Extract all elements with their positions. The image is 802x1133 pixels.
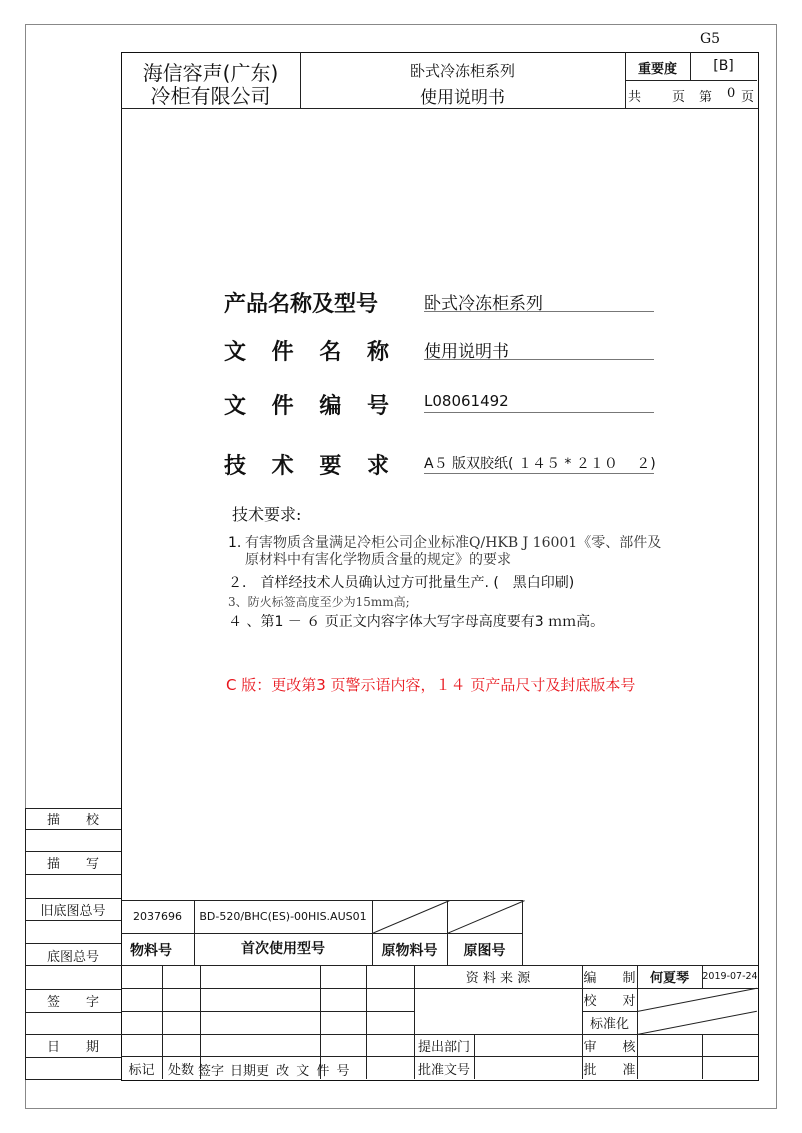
page-label-2: 页: [741, 90, 755, 105]
req-1-line1: 有害物质含量满足冷柜公司企业标准Q/HKB J 16001《零、部件及: [245, 535, 662, 551]
page-number: 0: [727, 86, 736, 101]
strip-sign: 签 字: [46, 995, 99, 1010]
page-label: 页: [672, 90, 686, 105]
field-value-tech-req: A５ 版双胶纸( １４５ * ２１０ ２): [424, 453, 654, 474]
material-no: 2037696: [133, 910, 182, 923]
first-model: BD-520/BHC(ES)-00HIS.AUS01: [199, 910, 367, 923]
strip-proof: 描 校: [46, 813, 99, 828]
approve-label: 批 准: [583, 1062, 636, 1078]
field-label-tech-req: 技 术 要 求: [224, 454, 389, 479]
req-3: 3、防火标签高度至少为15mm高;: [228, 595, 410, 609]
req-4: ４ 、第1 － ６ 页正文内容字体大写字母高度要有3 ｍｍ高。: [228, 614, 605, 630]
strip-base-no: 底图总号: [46, 949, 99, 965]
strip-old-base-no: 旧底图总号: [40, 903, 106, 919]
table-rule-line: [366, 965, 367, 1079]
compile-label: 编 制: [583, 971, 636, 986]
header-series: 卧式冷冻柜系列: [409, 62, 515, 80]
table-rule-line: [474, 1034, 475, 1079]
field-label-doc-no: 文 件 编 号: [224, 394, 389, 419]
check-label: 校 对: [583, 994, 636, 1009]
change-header-sign: 签字: [198, 1064, 225, 1079]
header-doc-title: 使用说明书: [420, 88, 505, 108]
field-value-product: 卧式冷冻柜系列: [424, 289, 654, 312]
table-rule-line: [25, 1012, 121, 1013]
req-1-line2: 原材料中有害化学物质含量的规定》的要求: [245, 552, 511, 568]
strip-trace: 描 写: [46, 857, 99, 872]
field-value-doc-name: 使用说明书: [424, 337, 654, 360]
nth-label: 第: [699, 90, 713, 105]
strip-date: 日 期: [46, 1040, 99, 1055]
requirements-title: 技术要求:: [232, 505, 302, 524]
table-rule-line: [25, 829, 121, 830]
dept-label: 提出部门: [417, 1040, 470, 1055]
table-rule-line: [625, 80, 757, 81]
company-name-line2: 冷柜有限公司: [150, 84, 271, 108]
page-code: G5: [700, 31, 721, 47]
field-label-doc-name: 文 件 名 称: [224, 340, 389, 365]
revision-note: C 版：更改第3 页警示语内容，１４ 页产品尺寸及封底版本号: [226, 676, 636, 694]
field-label-product: 产品名称及型号: [224, 292, 379, 317]
source-label: 资 料 来 源: [465, 971, 531, 986]
table-rule-line: [25, 874, 121, 875]
review-label: 审 核: [583, 1040, 636, 1055]
field-value-doc-no: L08061492: [424, 392, 654, 413]
total-pages-label: 共: [628, 90, 642, 105]
importance-label: 重要度: [637, 62, 677, 77]
company-name-line1: 海信容声(广东): [142, 61, 279, 85]
table-rule-line: [121, 1011, 414, 1012]
req-2: ２． 首样经技术人员确认过方可批量生产. ( 黑白印刷): [228, 575, 575, 591]
table-rule-line: [25, 1057, 121, 1058]
change-header-date-doc: 日期更 改 文 件 号: [230, 1064, 350, 1079]
importance-value: [B]: [713, 58, 734, 74]
table-rule-line: [121, 988, 758, 989]
first-model-label: 首次使用型号: [241, 941, 325, 957]
table-rule-line: [25, 1079, 121, 1080]
change-header-mark: 标记: [128, 1062, 155, 1078]
standard-label: 标准化: [589, 1017, 629, 1032]
approval-doc-label: 批准文号: [417, 1062, 470, 1078]
table-rule-line: [25, 920, 121, 921]
compile-date: 2019-07-24: [702, 971, 758, 982]
orig-drawing-label: 原图号: [463, 943, 506, 959]
compiler-name: 何夏琴: [649, 971, 689, 986]
req-1-number: 1.: [228, 535, 242, 551]
table-rule-line: [522, 900, 523, 965]
orig-material-label: 原物料号: [381, 943, 438, 959]
material-no-label: 物料号: [130, 943, 172, 959]
change-header-count: 处数: [167, 1062, 194, 1078]
table-rule-line: [702, 1034, 703, 1079]
